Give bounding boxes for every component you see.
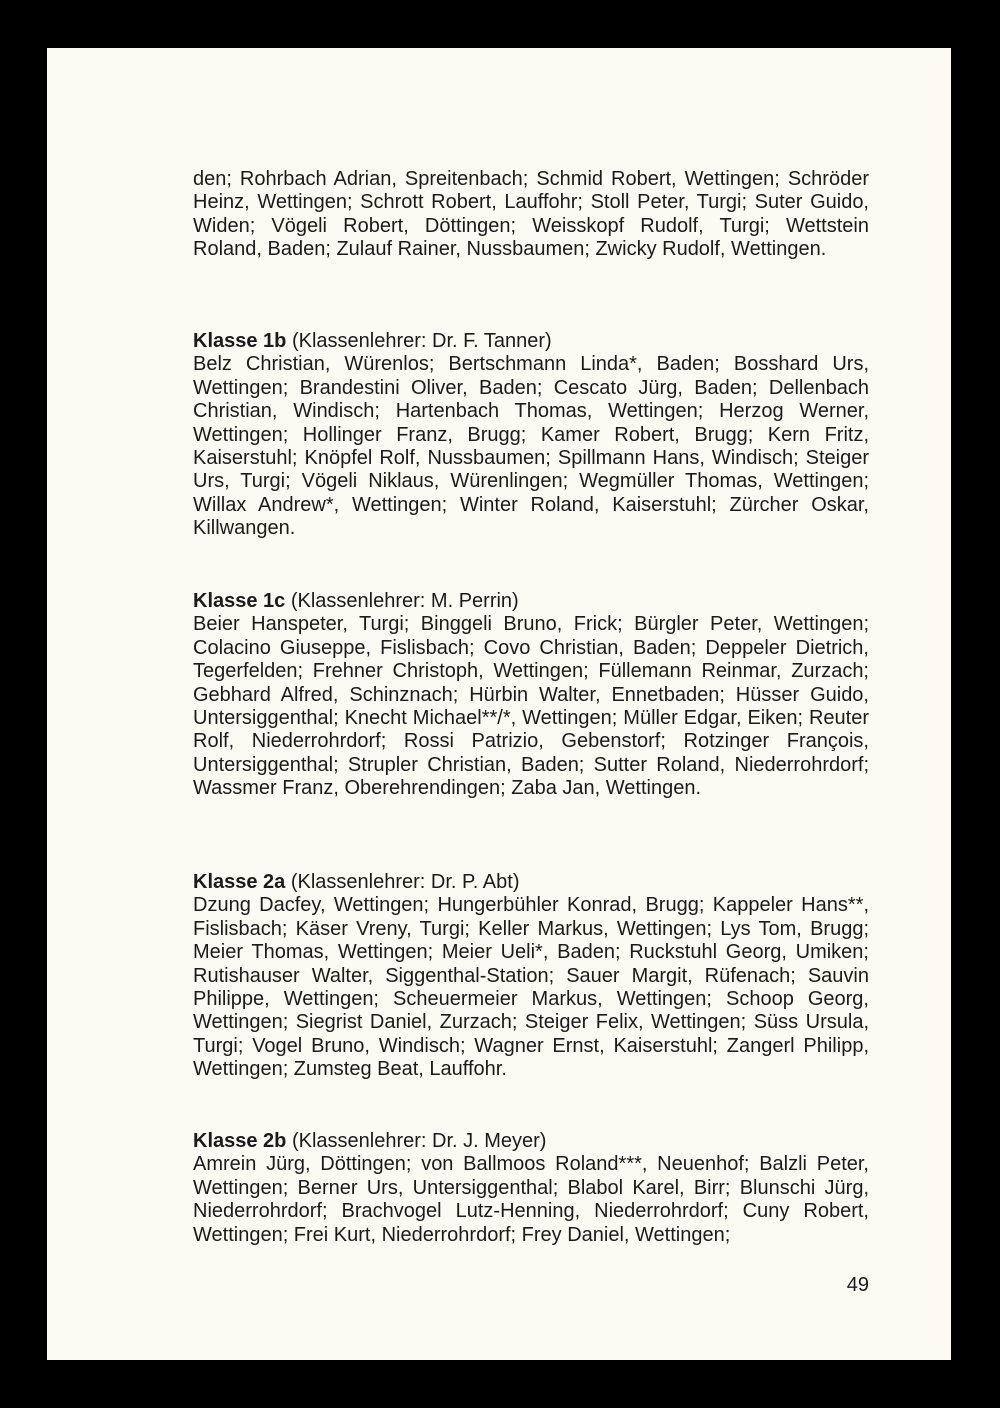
teacher: (Klassenlehrer: Dr. F. Tanner) (291, 330, 552, 352)
document-page (47, 48, 951, 1360)
student-list: Dzung Dacfey, Wettingen; Hungerbühler Konrad, Brugg; Kappeler Hans**, Fislisbach; Käser Vreny, Turgi; Keller Markus, Wettingen; Lys Tom, Brugg; Meier Thomas, Wettingen; Meier Ueli*, Baden; Ruckstuhl Georg, Umiken; Rutishauser Walter, Siggenthal-Station; Sauer Margit, Rüfenach; Sauvin Philippe, Wettingen; Scheuermeier Markus, Wettingen; Schoop Georg, Wettingen; Siegrist Daniel, Zurzach; Steiger Felix, Wettingen; Süss Ursula, Turgi; Vogel Bruno, Windisch; Wagner Ernst, Kaiserstuhl; Zangerl Philipp, Wettingen; Zumsteg Beat, Lauffohr. (193, 894, 869, 1081)
student-list: Amrein Jürg, Döttingen; von Ballmoos Roland***, Neuenhof; Balzli Peter, Wettingen; Berner Urs, Untersiggenthal; Blabol Karel, Birr; Blunschi Jürg, Niederrohrdorf; Brachvogel Lutz-Henning, Niederrohrdorf; Cuny Robert, Wettingen; Frei Kurt, Niederrohrdorf; Frey Daniel, Wettingen; (193, 1153, 869, 1246)
intro-paragraph: den; Rohrbach Adrian, Spreitenbach; Schmid Robert, Wettingen; Schröder Heinz, Wettingen; Schrott Robert, Lauffohr; Stoll Peter, Turgi; Suter Guido, Widen; Vögeli Robert, Döttingen; Weisskopf Rudolf, Turgi; Wettstein Roland, Baden; Zulauf Rainer, Nussbaumen; Zwicky Rudolf, Wettingen. (193, 168, 869, 261)
teacher: (Klassenlehrer: Dr. P. Abt) (290, 871, 520, 893)
section-klasse-2b (193, 1130, 869, 1247)
teacher: (Klassenlehrer: Dr. J. Meyer) (291, 1130, 547, 1152)
section-heading (193, 1130, 869, 1153)
class-name: Klasse 1c (193, 590, 286, 612)
teacher: (Klassenlehrer: M. Perrin) (290, 590, 519, 612)
section-klasse-1b (193, 330, 869, 541)
section-heading (193, 590, 869, 613)
student-list: Beier Hanspeter, Turgi; Binggeli Bruno, Frick; Bürgler Peter, Wettingen; Colacino Giuseppe, Fislisbach; Covo Christian, Baden; Deppeler Dietrich, Tegerfelden; Frehner Christoph, Wettingen; Füllemann Reinmar, Zurzach; Gebhard Alfred, Schinznach; Hürbin Walter, Ennetbaden; Hüsser Guido, Untersiggenthal; Knecht Michael**/*, Wettingen; Müller Edgar, Eiken; Reuter Rolf, Niederrohrdorf; Rossi Patrizio, Gebenstorf; Rotzinger François, Untersiggenthal; Strupler Christian, Baden; Sutter Roland, Niederrohrdorf; Wassmer Franz, Oberehrendingen; Zaba Jan, Wettingen. (193, 613, 869, 800)
page-number: 49 (846, 1274, 869, 1296)
student-list: Belz Christian, Würenlos; Bertschmann Linda*, Baden; Bosshard Urs, Wettingen; Brandestini Oliver, Baden; Cescato Jürg, Baden; Dellenbach Christian, Windisch; Hartenbach Thomas, Wettingen; Herzog Werner, Wettingen; Hollinger Franz, Brugg; Kamer Robert, Brugg; Kern Fritz, Kaiserstuhl; Knöpfel Rolf, Nussbaumen; Spillmann Hans, Windisch; Steiger Urs, Turgi; Vögeli Niklaus, Würenlingen; Wegmüller Thomas, Wettingen; Willax Andrew*, Wettingen; Winter Roland, Kaiserstuhl; Zürcher Oskar, Killwangen. (193, 353, 869, 540)
class-name: Klasse 1b (193, 330, 287, 352)
section-heading (193, 330, 869, 353)
section-heading (193, 871, 869, 894)
class-name: Klasse 2a (193, 871, 286, 893)
section-klasse-2a (193, 871, 869, 1082)
class-name: Klasse 2b (193, 1130, 287, 1152)
section-klasse-1c (193, 590, 869, 801)
